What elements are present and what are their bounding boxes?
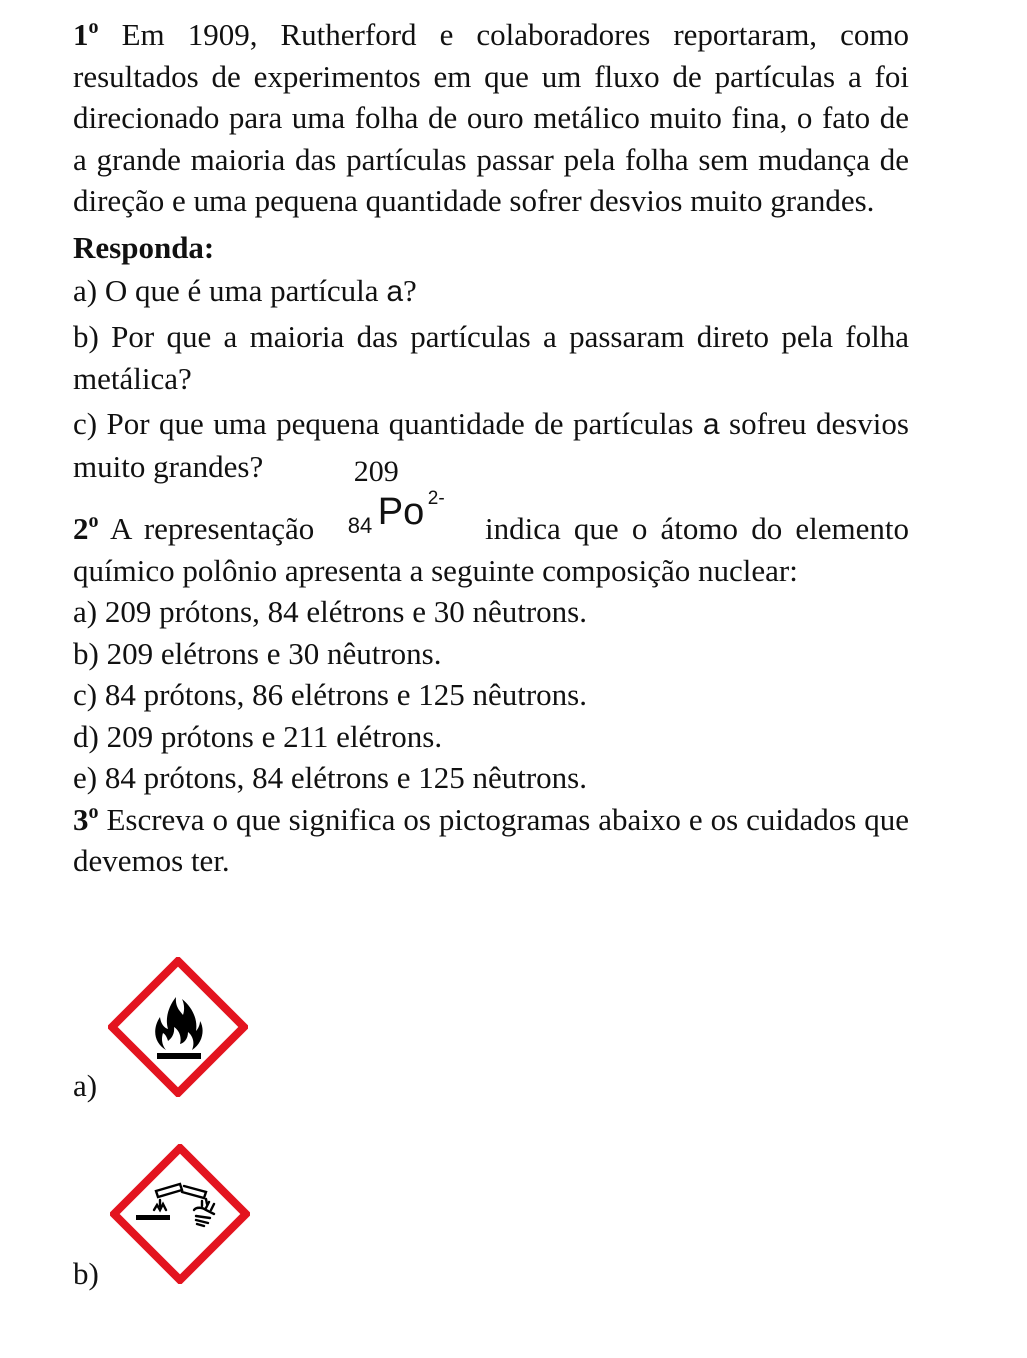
question-2-number: 2$^o$	[73, 510, 99, 546]
question-1-item-a: a) O que é uma partícula a?	[73, 272, 417, 308]
question-3-text: 3$^o$ Escreva o que significa os pictogramas abaixo e os cuidados que devemos ter.	[73, 800, 909, 878]
polonium-nuclide-notation	[347, 455, 472, 539]
question-1-item-b: b) Por que a maioria das partículas a passaram direto pela folha metálica?	[73, 319, 909, 396]
question-2-option-d: d) 209 prótons e 211 elétrons.	[73, 718, 443, 754]
question-2-text: 2$^o$ A representação 209 84 Po 2- indica que o átomo do elemento químico polônio apresenta a seguinte composição nuclear:	[73, 455, 910, 588]
atomic-number: 84	[347, 513, 373, 538]
element-symbol: Po	[377, 491, 425, 533]
question-1-heading: Responda:	[73, 229, 215, 265]
question-1-text: 1$^o$ Em 1909, Rutherford e colaboradores reportaram, como resultados de experimentos em que um fluxo de partículas a foi direcionado para uma folha de ouro metálico muito fina, o fato de a grande maioria das partículas passar pela folha sem mudança de direção e uma pequena quantidade sofrer desvios muito grandes.	[73, 16, 909, 218]
mass-number: 209	[353, 455, 399, 488]
pictogram-a-label: a)	[73, 1068, 98, 1103]
document-body	[73, 14, 909, 882]
question-3-number: 3$^o$	[73, 800, 99, 837]
question-1-item-c: c) Por que uma pequena quantidade de partículas a sofreu desvios muito grandes?	[73, 406, 909, 484]
ion-charge: 2-	[427, 488, 445, 509]
question-1-number: 1$^o$	[73, 16, 99, 52]
question-2-option-e: e) 84 prótons, 84 elétrons e 125 nêutrons.	[73, 760, 587, 795]
pictogram-b-label: b)	[73, 1256, 99, 1291]
surface-bar	[136, 1215, 170, 1220]
question-2-option-c: c) 84 prótons, 86 elétrons e 125 nêutrons.	[73, 677, 587, 712]
corrosive-pictogram-icon	[110, 1144, 250, 1284]
question-2-option-a: a) 209 prótons, 84 elétrons e 30 nêutrons.	[73, 594, 587, 629]
question-2-option-b: b) 209 elétrons e 30 nêutrons.	[73, 635, 442, 671]
question-2-options	[73, 591, 909, 799]
flammable-pictogram-icon	[108, 957, 248, 1097]
